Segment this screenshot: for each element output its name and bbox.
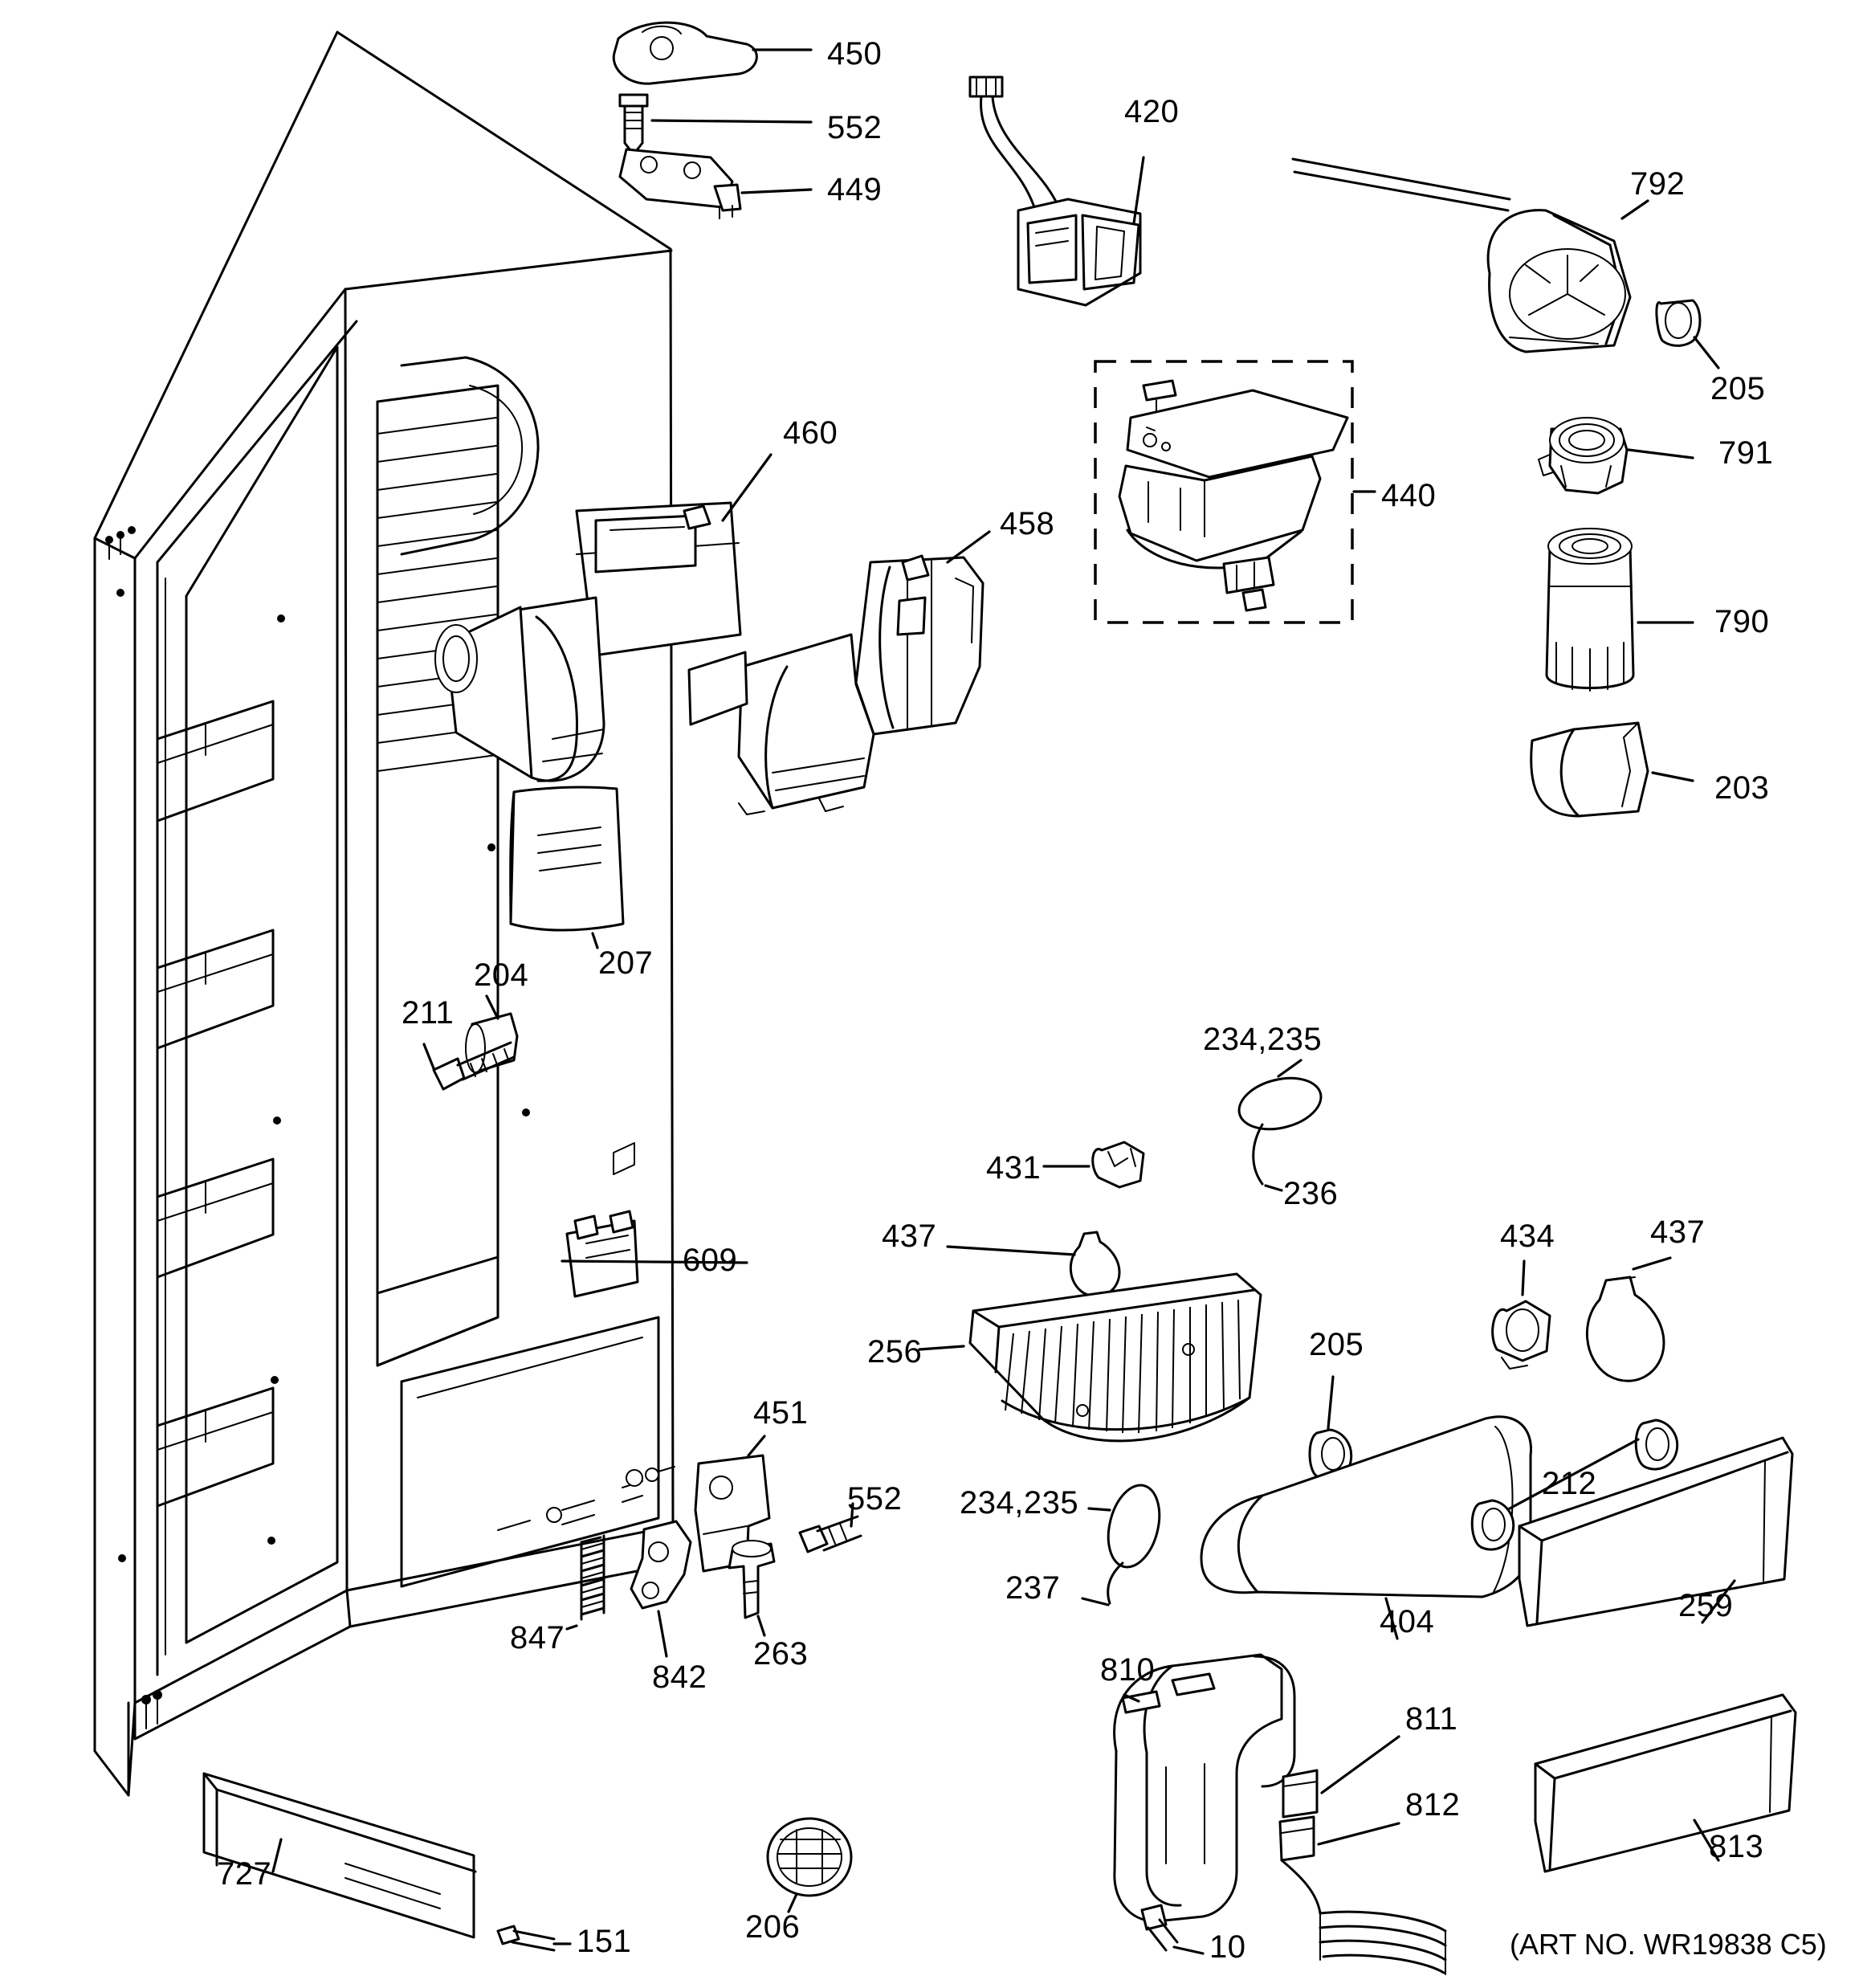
part-205-bushing-top [1657,300,1718,368]
part-449-hinge-bracket [620,149,811,218]
callout-450: 450 [827,36,883,71]
part-203-filter-cover [1531,723,1693,816]
part-842-lever [631,1521,691,1656]
part-431-socket [1044,1142,1143,1187]
part-790-water-filter [1547,529,1693,691]
callout-206: 206 [745,1909,801,1945]
part-420-dispenser-actuator [970,77,1143,305]
callout-259: 259 [1678,1588,1734,1623]
part-434-socket [1493,1261,1550,1369]
callout-451: 451 [753,1395,809,1431]
part-151-screw [498,1926,570,1950]
part-205-bushing-mid [1310,1377,1351,1479]
callout-460: 460 [783,415,838,451]
callout-434: 434 [1500,1219,1555,1254]
part-234-235-reflector-top [1233,1060,1326,1190]
callout-431: 431 [986,1150,1042,1186]
callout-263: 263 [753,1636,809,1672]
callout-440: 440 [1381,478,1437,513]
callout-10: 10 [1209,1929,1246,1965]
callout-437-left: 437 [882,1219,937,1254]
callout-207: 207 [598,945,654,981]
callout-205-top: 205 [1710,371,1766,406]
callout-552-top: 552 [827,110,883,145]
callout-237: 237 [1005,1570,1061,1606]
callout-609: 609 [683,1243,738,1278]
callout-458: 458 [1000,506,1055,541]
callout-812: 812 [1405,1787,1461,1823]
callout-256: 256 [867,1334,923,1370]
part-437-bulb-right [1587,1258,1670,1381]
callout-234-235-top: 234,235 [1203,1022,1323,1057]
callout-404: 404 [1380,1604,1435,1639]
callout-205-mid: 205 [1309,1327,1364,1362]
callout-212: 212 [1542,1466,1597,1501]
callout-437-right: 437 [1650,1214,1706,1250]
part-437-bulb-left [948,1232,1119,1296]
callout-234-235-bottom: 234,235 [960,1485,1079,1521]
part-727-toe-grille [204,1774,475,1937]
part-552-screw-top [620,95,811,154]
part-263-pin [729,1541,774,1635]
art-number-note: (ART NO. WR19838 C5) [1510,1928,1827,1961]
callout-449: 449 [827,172,883,207]
callout-810: 810 [1100,1652,1156,1688]
part-440-assembly-group [1095,361,1375,623]
part-791-filter-cap [1539,418,1693,493]
callout-811: 811 [1405,1701,1458,1737]
callout-204: 204 [474,957,529,993]
part-207-duct-cover [511,787,623,948]
part-810-drain-tube-assembly [1115,1655,1445,1974]
callout-151: 151 [577,1924,632,1959]
callout-790: 790 [1714,604,1770,639]
part-792-filter-head [1293,159,1648,352]
callout-236: 236 [1283,1176,1339,1211]
part-206-drain-cap [768,1819,851,1912]
callout-420: 420 [1124,94,1180,129]
callout-792: 792 [1630,166,1686,202]
callout-813: 813 [1709,1829,1764,1864]
callout-847: 847 [510,1620,565,1655]
part-256-shelf [919,1274,1261,1441]
callout-552-bottom: 552 [847,1481,903,1517]
callout-727: 727 [217,1856,272,1892]
part-450-hinge-cover [614,22,811,84]
callout-203: 203 [1714,770,1770,806]
callout-791: 791 [1718,435,1774,471]
callout-842: 842 [652,1659,707,1695]
callout-211: 211 [402,995,455,1031]
part-234-235-reflector-bottom [1082,1480,1168,1605]
